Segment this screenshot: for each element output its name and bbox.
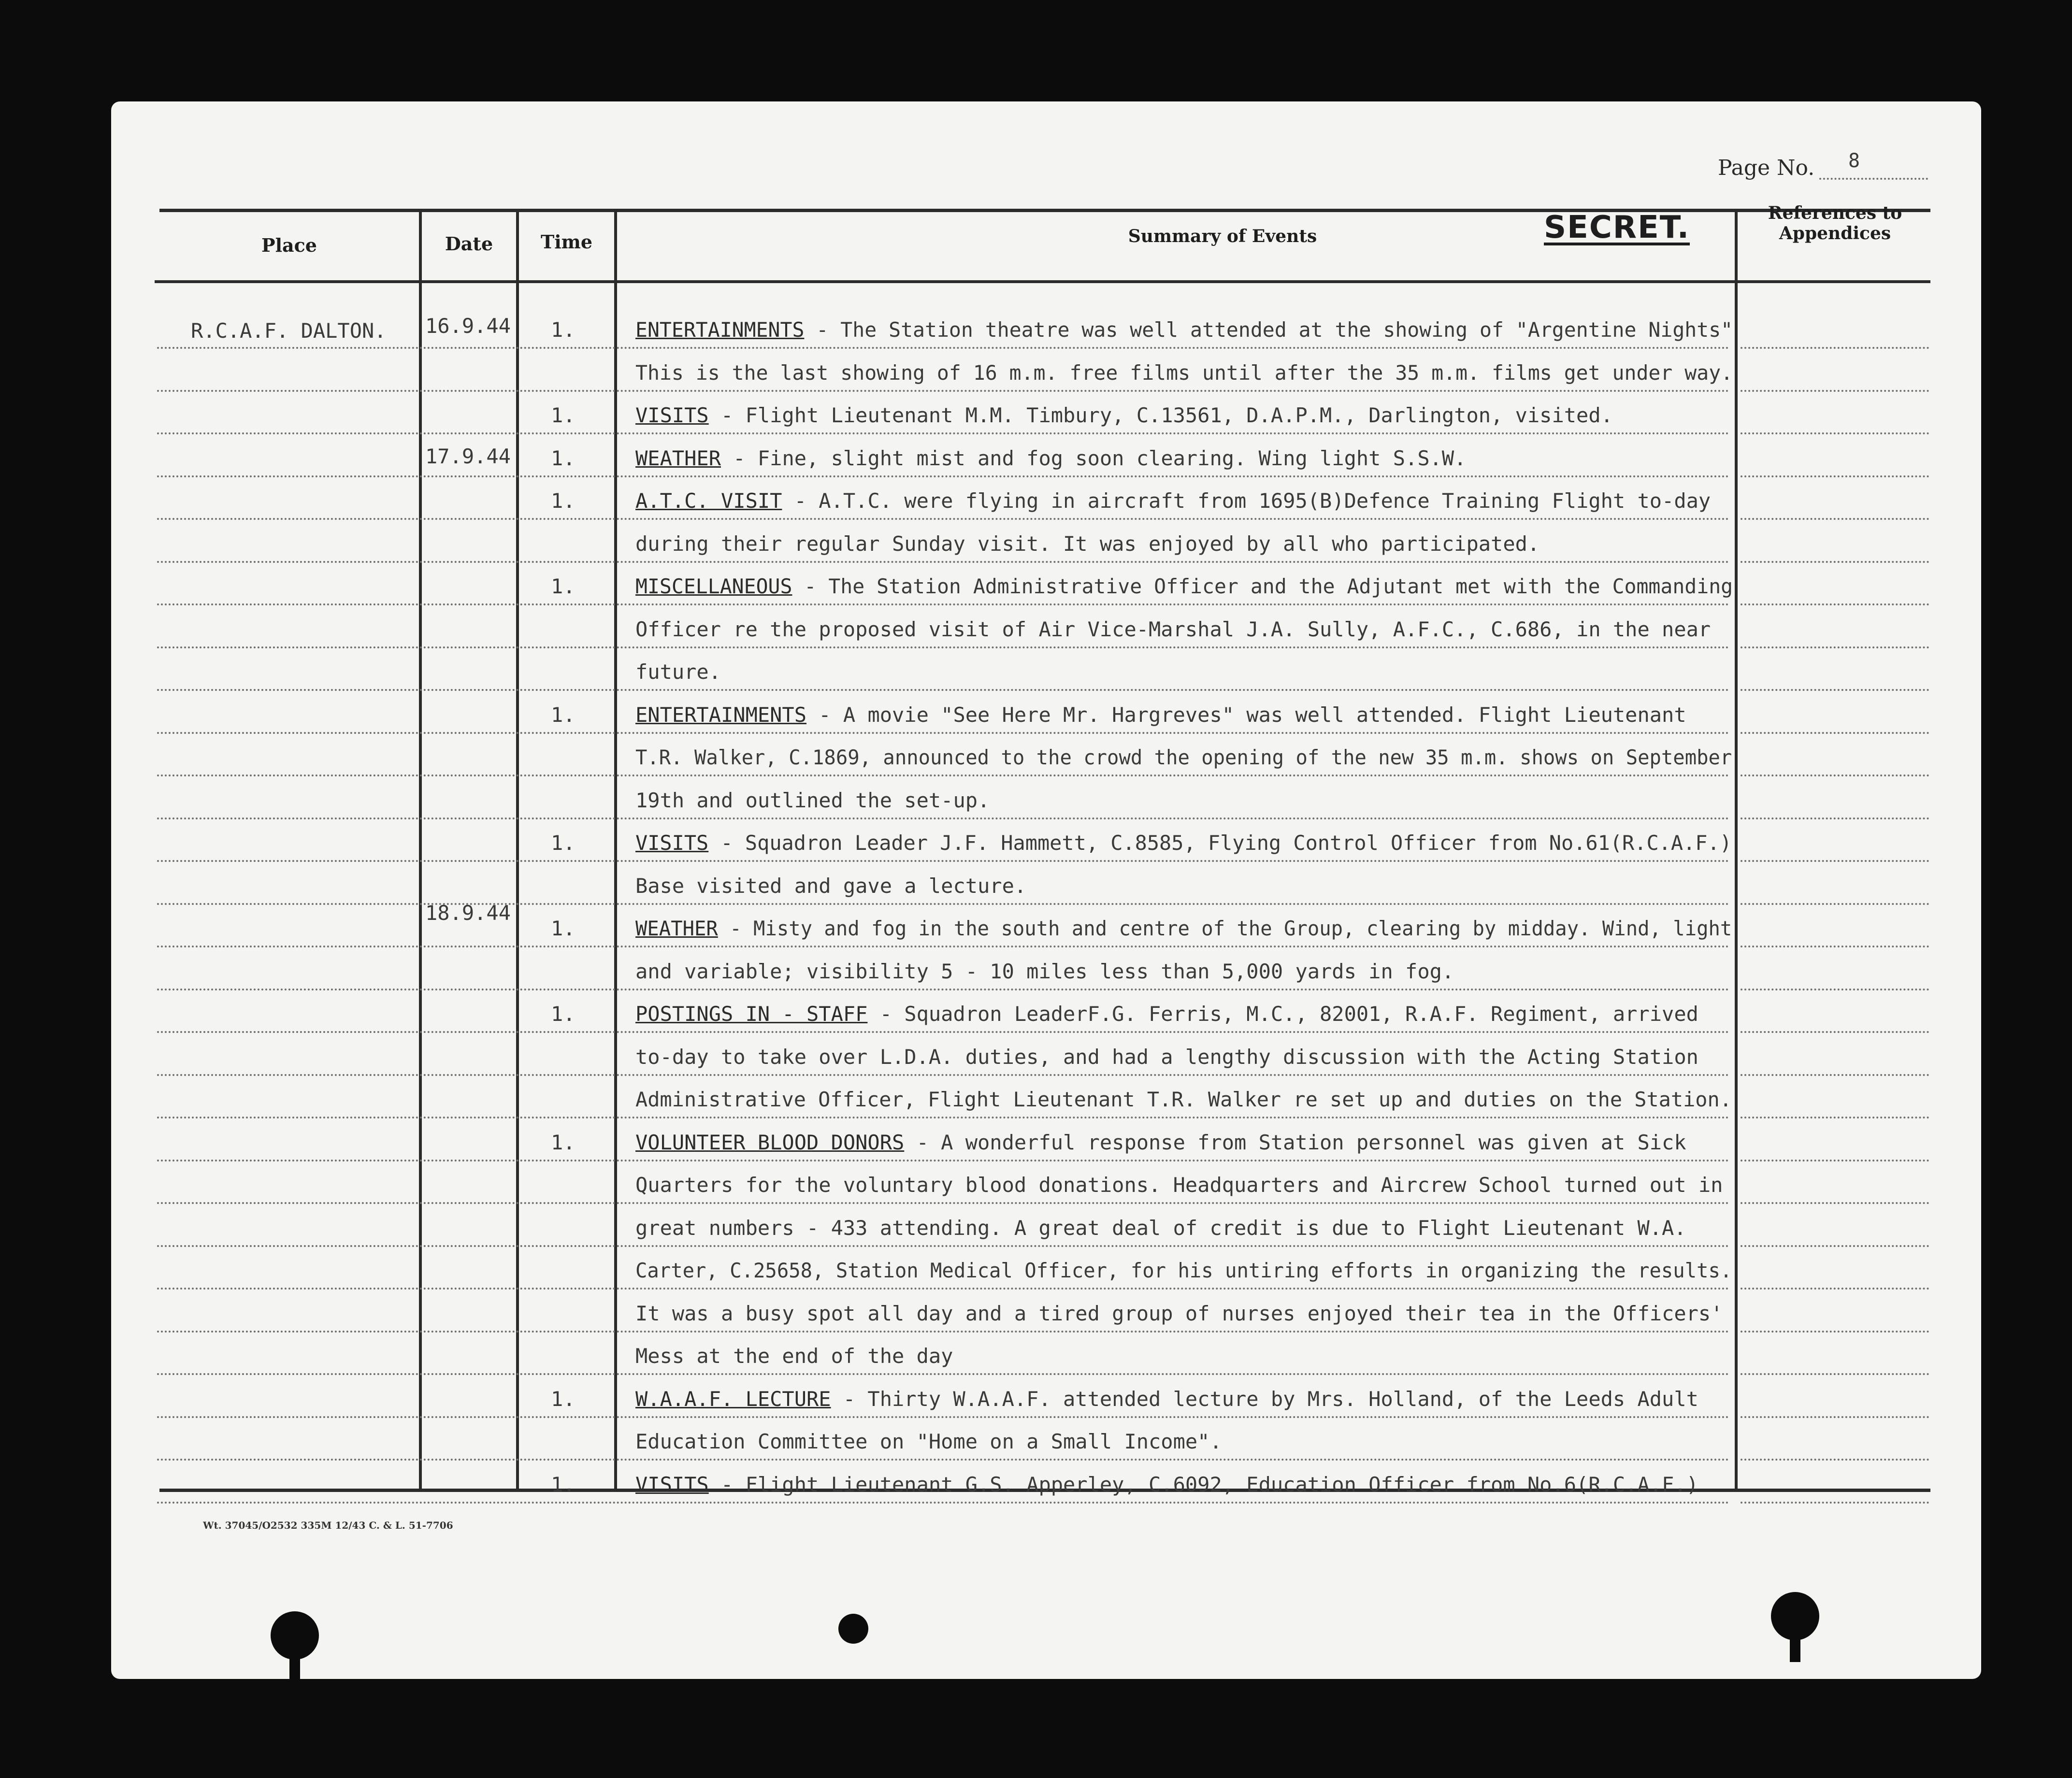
- header-place: Place: [261, 234, 317, 256]
- row-rule: [157, 774, 1730, 776]
- row-rule-references: [1741, 1202, 1929, 1204]
- entry-continuation-line: It was a busy spot all day and a tired group of nurses enjoyed their tea in the Officers': [635, 1302, 1723, 1325]
- row-rule: [157, 1502, 1730, 1504]
- entry-first-line: [635, 1387, 1698, 1411]
- entry-heading: A.T.C. VISIT: [635, 489, 782, 513]
- row-rule: [157, 1031, 1730, 1033]
- row-rule: [157, 1160, 1730, 1161]
- time-mark: 1.: [551, 489, 576, 513]
- row-rule: [157, 518, 1730, 520]
- entry-heading: POSTINGS IN - STAFF: [635, 1002, 868, 1026]
- entry-text: - The Station theatre was well attended at the showing of "Argentine Nights": [804, 318, 1733, 342]
- entry-text: - A movie "See Here Mr. Hargreves" was well attended. Flight Lieutenant: [806, 703, 1686, 727]
- time-mark: 1.: [551, 446, 576, 470]
- entry-continuation-line: Base visited and gave a lecture.: [635, 874, 1027, 898]
- divider-place-date: [419, 209, 422, 1491]
- date-17-9-44: 17.9.44: [425, 444, 511, 468]
- place-value: R.C.A.F. DALTON.: [191, 319, 387, 343]
- row-rule-references: [1741, 432, 1929, 434]
- entry-text: - Flight Lieutenant M.M. Timbury, C.13561, D.A.P.M., Darlington, visited.: [708, 403, 1613, 427]
- row-rule-references: [1741, 860, 1929, 862]
- entry-first-line: [635, 831, 1732, 855]
- date-18-9-44: 18.9.44: [425, 901, 511, 925]
- row-rule: [157, 432, 1730, 434]
- entry-first-line: [635, 574, 1733, 598]
- entry-continuation-line: Administrative Officer, Flight Lieutenant T.R. Walker re set up and duties on the Station.: [635, 1088, 1732, 1111]
- header-references: References to Appendices: [1768, 203, 1902, 244]
- entry-heading: WEATHER: [635, 446, 721, 470]
- row-rule: [157, 1459, 1730, 1461]
- time-mark: 1.: [551, 1473, 576, 1496]
- row-rule: [157, 1288, 1730, 1290]
- entry-heading: WEATHER: [635, 917, 718, 940]
- row-rule-references: [1741, 1502, 1929, 1504]
- entry-continuation-line: during their regular Sunday visit. It was enjoyed by all who participated.: [635, 532, 1540, 556]
- entry-first-line: [635, 318, 1733, 342]
- punch-hole-center: [838, 1614, 868, 1644]
- row-rule: [157, 347, 1730, 349]
- entry-text: - A wonderful response from Station personnel was given at Sick: [904, 1131, 1686, 1154]
- row-rule-references: [1741, 732, 1929, 734]
- entry-continuation-line: Officer re the proposed visit of Air Vice-Marshal J.A. Sully, A.F.C., C.686, in the near: [635, 617, 1711, 641]
- row-rule-references: [1741, 1245, 1929, 1247]
- row-rule-references: [1741, 1373, 1929, 1375]
- row-rule: [157, 561, 1730, 563]
- row-rule: [157, 1331, 1730, 1333]
- header-summary: Summary of Events: [1128, 226, 1317, 246]
- row-rule-references: [1741, 989, 1929, 990]
- time-mark: 1.: [551, 318, 576, 342]
- divider-date-time: [516, 209, 519, 1491]
- row-rule-references: [1741, 774, 1929, 776]
- entry-heading: VISITS: [635, 403, 709, 427]
- page-number-dotline: [1819, 178, 1928, 180]
- row-rule: [157, 1074, 1730, 1076]
- row-rule: [157, 689, 1730, 691]
- entry-heading: VOLUNTEER BLOOD DONORS: [635, 1131, 905, 1154]
- row-rule-references: [1741, 903, 1929, 905]
- row-rule-references: [1741, 1117, 1929, 1118]
- row-rule-references: [1741, 646, 1929, 648]
- entry-continuation-line: Education Committee on "Home on a Small Income".: [635, 1430, 1222, 1453]
- form-print-code: Wt. 37045/O2532 335M 12/43 C. & L. 51-7706: [203, 1520, 453, 1531]
- row-rule: [157, 989, 1730, 990]
- row-rule: [157, 732, 1730, 734]
- entry-heading: VISITS: [635, 1473, 709, 1496]
- row-rule-references: [1741, 561, 1929, 563]
- row-rule-references: [1741, 946, 1929, 947]
- entry-text: - Fine, slight mist and fog soon clearing. Wing light S.S.W.: [721, 446, 1467, 470]
- entry-continuation-line: T.R. Walker, C.1869, announced to the crowd the opening of the new 35 m.m. shows on September: [635, 746, 1732, 769]
- entry-first-line: [635, 446, 1466, 470]
- entry-continuation-line: to-day to take over L.D.A. duties, and had a lengthy discussion with the Acting Station: [635, 1045, 1698, 1069]
- time-mark: 1.: [551, 1387, 576, 1411]
- entry-heading: VISITS: [635, 831, 709, 855]
- time-mark: 1.: [551, 917, 576, 940]
- entry-continuation-line: and variable; visibility 5 - 10 miles less than 5,000 yards in fog.: [635, 960, 1454, 983]
- entry-text: - Misty and fog in the south and centre of the Group, clearing by midday. Wind, light: [718, 917, 1732, 940]
- entry-continuation-line: This is the last showing of 16 m.m. free films until after the 35 m.m. films get under way.: [635, 361, 1733, 385]
- entry-text: - Thirty W.A.A.F. attended lecture by Mrs. Holland, of the Leeds Adult: [831, 1387, 1698, 1411]
- row-rule-references: [1741, 689, 1929, 691]
- date-16-9-44: 16.9.44: [425, 314, 511, 338]
- punch-slot-left: [289, 1638, 300, 1681]
- divider-time-summary: [614, 209, 617, 1491]
- time-mark: 1.: [551, 703, 576, 727]
- entry-first-line: [635, 917, 1732, 940]
- entry-text: - The Station Administrative Officer and the Adjutant met with the Commanding: [792, 574, 1733, 598]
- row-rule: [157, 390, 1730, 392]
- row-rule: [157, 860, 1730, 862]
- entry-heading: ENTERTAINMENTS: [635, 318, 805, 342]
- entry-heading: ENTERTAINMENTS: [635, 703, 807, 727]
- row-rule-references: [1741, 518, 1929, 520]
- row-rule-references: [1741, 1416, 1929, 1418]
- diary-sheet: [111, 101, 1981, 1679]
- row-rule: [157, 1245, 1730, 1247]
- row-rule: [157, 817, 1730, 819]
- row-rule: [157, 903, 1730, 905]
- entry-text: - Squadron Leader J.F. Hammett, C.8585, Flying Control Officer from No.61(R.C.A.F.): [708, 831, 1732, 855]
- row-rule-references: [1741, 817, 1929, 819]
- entry-text: - Squadron LeaderF.G. Ferris, M.C., 82001, R.A.F. Regiment, arrived: [867, 1002, 1698, 1026]
- entry-first-line: [635, 403, 1613, 427]
- entry-text: - A.T.C. were flying in aircraft from 1695(B)Defence Training Flight to-day: [782, 489, 1711, 513]
- header-date: Date: [445, 233, 493, 255]
- row-rule-references: [1741, 390, 1929, 392]
- row-rule: [157, 603, 1730, 605]
- row-rule: [157, 1373, 1730, 1375]
- row-rule-references: [1741, 1031, 1929, 1033]
- row-rule-references: [1741, 1459, 1929, 1461]
- row-rule-references: [1741, 347, 1929, 349]
- entry-heading: MISCELLANEOUS: [635, 574, 792, 598]
- row-rule-references: [1741, 1331, 1929, 1333]
- entry-first-line: [635, 489, 1711, 513]
- time-mark: 1.: [551, 1131, 576, 1154]
- row-rule: [157, 1416, 1730, 1418]
- row-rule-references: [1741, 603, 1929, 605]
- entry-continuation-line: 19th and outlined the set-up.: [635, 789, 990, 812]
- row-rule: [157, 646, 1730, 648]
- punch-slot-right: [1790, 1619, 1800, 1662]
- row-rule: [157, 946, 1730, 947]
- entry-continuation-line: Mess at the end of the day: [635, 1344, 953, 1368]
- page-number-label: Page No.: [1718, 156, 1815, 180]
- entry-first-line: [635, 703, 1686, 727]
- row-rule-references: [1741, 1160, 1929, 1161]
- entry-text: - Flight Lieutenant G.S. Apperley, C.6092, Education Officer from No.6(R.C.A.F.): [708, 1473, 1698, 1496]
- entry-first-line: [635, 1473, 1698, 1496]
- entry-heading: W.A.A.F. LECTURE: [635, 1387, 831, 1411]
- header-time: Time: [540, 231, 593, 253]
- header-secret: SECRET.: [1544, 210, 1690, 245]
- row-rule-references: [1741, 475, 1929, 477]
- row-rule: [157, 475, 1730, 477]
- entry-first-line: [635, 1131, 1686, 1154]
- entry-continuation-line: future.: [635, 660, 721, 684]
- page-number-value: 8: [1848, 150, 1860, 172]
- time-mark: 1.: [551, 831, 576, 855]
- time-mark: 1.: [551, 1002, 576, 1026]
- row-rule: [157, 1117, 1730, 1118]
- divider-summary-references: [1735, 209, 1738, 1491]
- time-mark: 1.: [551, 403, 576, 427]
- entry-first-line: [635, 1002, 1698, 1026]
- time-mark: 1.: [551, 574, 576, 598]
- entry-continuation-line: Quarters for the voluntary blood donations. Headquarters and Aircrew School turned out in: [635, 1173, 1723, 1197]
- entry-continuation-line: Carter, C.25658, Station Medical Officer, for his untiring efforts in organizing the results.: [635, 1259, 1732, 1282]
- row-rule: [157, 1202, 1730, 1204]
- row-rule-references: [1741, 1074, 1929, 1076]
- entry-continuation-line: great numbers - 433 attending. A great deal of credit is due to Flight Lieutenant W.A.: [635, 1216, 1686, 1240]
- row-rule-references: [1741, 1288, 1929, 1290]
